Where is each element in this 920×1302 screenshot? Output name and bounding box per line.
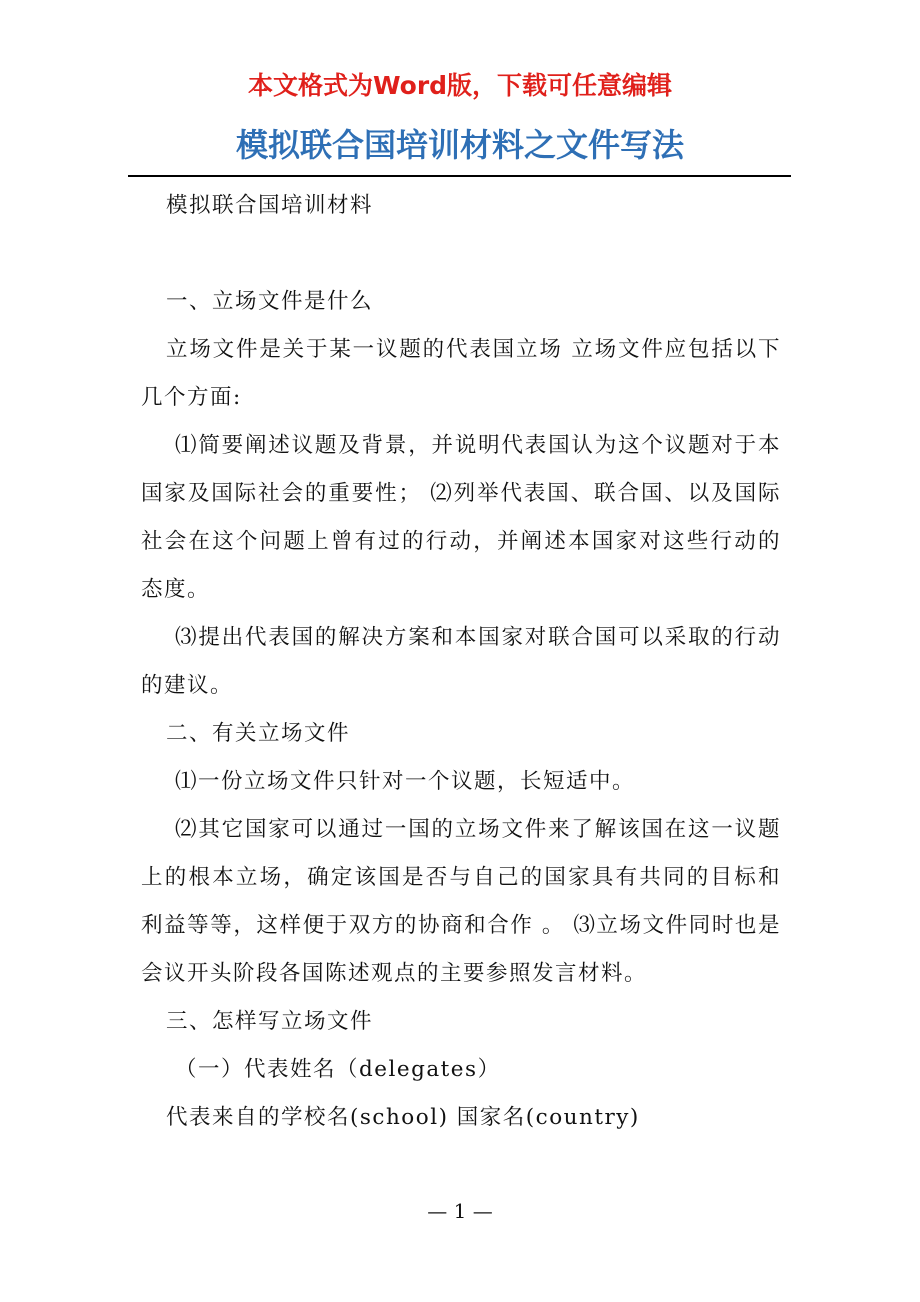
page-number: — 1 — <box>427 1199 493 1223</box>
paragraph-school-country: 代表来自的学校名(school) 国家名(country) <box>166 1105 640 1130</box>
paragraph-definition: 立场文件是关于某一议题的代表国立场 立场文件应包括以下几个方面: <box>141 337 781 410</box>
format-notice: 本文格式为Word版，下载可任意编辑 <box>247 71 673 100</box>
document-title: 模拟联合国培训材料之文件写法 <box>235 126 684 164</box>
section-heading-2: 二、有关立场文件 <box>166 721 351 746</box>
section-heading-1: 一、立场文件是什么 <box>166 289 374 314</box>
paragraph-subtitle: 模拟联合国培训材料 <box>166 193 374 218</box>
paragraph-items-1-2: ⑴简要阐述议题及背景，并说明代表国认为这个议题对于本国家及国际社会的重要性； ⑵列举代表国、联合国、以及国际社会在这个问题上曾有过的行动，并阐述本国家对这些行动的态度。 <box>141 433 781 602</box>
paragraph-points-2-3: ⑵其它国家可以通过一国的立场文件来了解该国在这一议题上的根本立场，确定该国是否与自己的国家具有共同的目标和利益等等，这样便于双方的协商和合作 。 ⑶立场文件同时也是会议开头阶段各国陈述观点的主要参照发言材料。 <box>141 817 781 986</box>
section-heading-3: 三、怎样写立场文件 <box>166 1009 374 1034</box>
subsection-heading-delegates: （一）代表姓名（delegates） <box>175 1057 501 1082</box>
title-underline <box>128 175 791 177</box>
blank-line <box>141 230 781 278</box>
document-body <box>141 182 781 1142</box>
paragraph-point-1: ⑴一份立场文件只针对一个议题，长短适中。 <box>175 769 636 794</box>
paragraph-item-3: ⑶提出代表国的解决方案和本国家对联合国可以采取的行动的建议。 <box>141 625 781 698</box>
